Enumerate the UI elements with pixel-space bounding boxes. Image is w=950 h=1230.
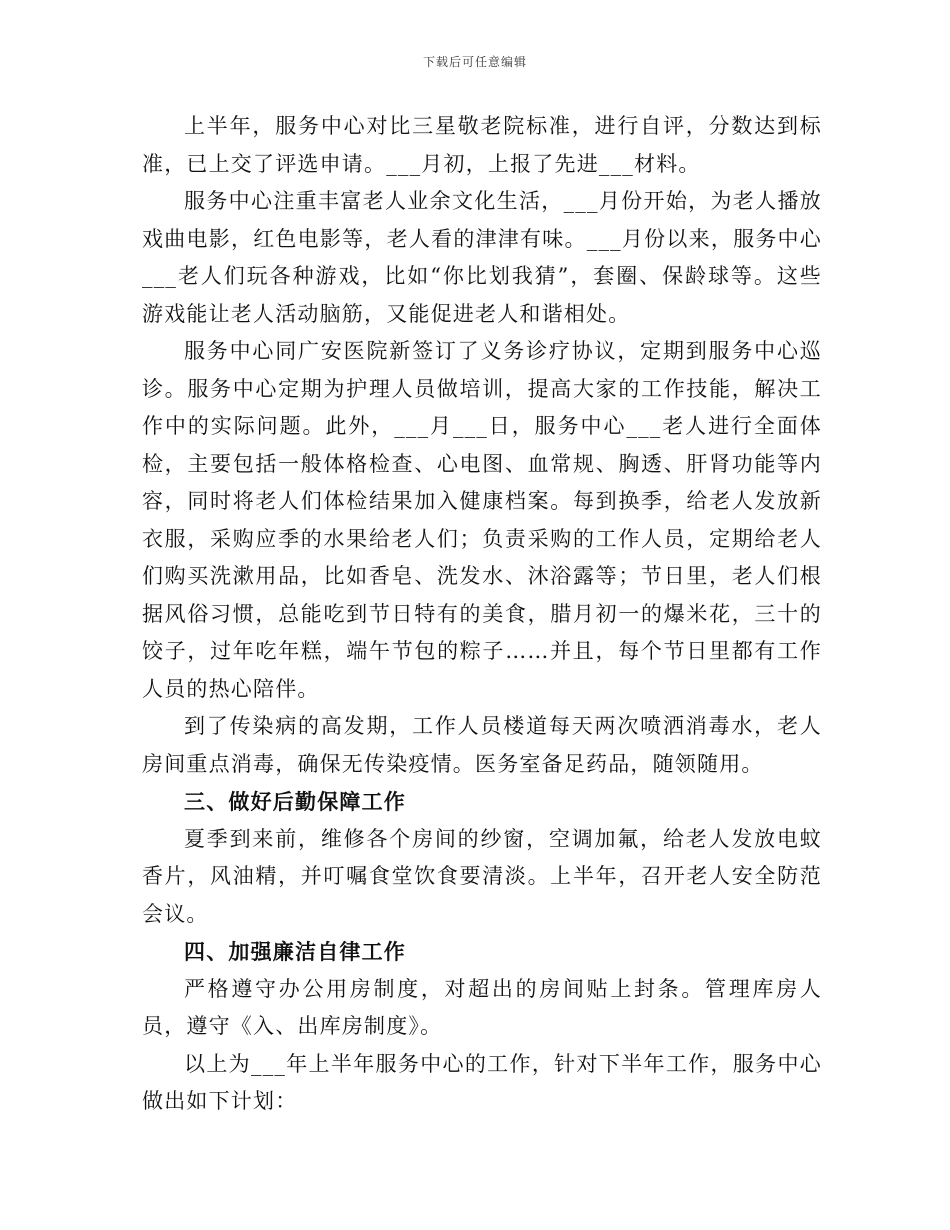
section-heading-integrity: 四、加强廉洁自律工作 [184,939,406,964]
paragraph-evaluation: 上半年，服务中心对比三星敬老院标准，进行自评，分数达到标准，已上交了评选申请。___月初，上报了先进___材料。 [142,114,822,176]
paragraph-medical-care: 服务中心同广安医院新签订了义务诊疗协议，定期到服务中心巡诊。服务中心定期为护理人员做培训，提高大家的工作技能，解决工作中的实际问题。此外，___月___日，服务中心___老人进行全面体检，主要包括一般体格检查、心电图、血常规、胸透、肝肾功能等内容，同时将老人们体检结果加入健康档案。每到换季，给老人发放新衣服，采购应季的水果给老人们；负责采购的工作人员，定期给老人们购买洗漱用品，比如香皂、洗发水、沐浴露等；节日里，老人们根据风俗习惯，总能吃到节日特有的美食，腊月初一的爆米花，三十的饺子，过年吃年糕，端午节包的粽子……并且，每个节日里都有工作人员的热心陪伴。 [142,339,822,701]
document-body [142,108,822,1121]
paragraph-integrity: 严格遵守办公用房制度，对超出的房间贴上封条。管理库房人员，遵守《入、出库房制度》。 [142,976,822,1038]
page-header-note: 下载后可任意编辑 [422,55,527,69]
section-heading-logistics: 三、做好后勤保障工作 [184,789,406,814]
paragraph-summary: 以上为___年上半年服务中心的工作，针对下半年工作，服务中心做出如下计划： [142,1051,822,1113]
paragraph-logistics: 夏季到来前，维修各个房间的纱窗，空调加氟，给老人发放电蚊香片，风油精，并叮嘱食堂饮食要清淡。上半年，召开老人安全防范会议。 [142,826,822,926]
paragraph-culture-life: 服务中心注重丰富老人业余文化生活，___月份开始，为老人播放戏曲电影，红色电影等，老人看的津津有味。___月份以来，服务中心___老人们玩各种游戏，比如“你比划我猜”，套圈、保龄球等。这些游戏能让老人活动脑筋，又能促进老人和谐相处。 [142,189,822,326]
paragraph-disinfection: 到了传染病的高发期，工作人员楼道每天两次喷洒消毒水，老人房间重点消毒，确保无传染疫情。医务室备足药品，随领随用。 [142,714,822,776]
